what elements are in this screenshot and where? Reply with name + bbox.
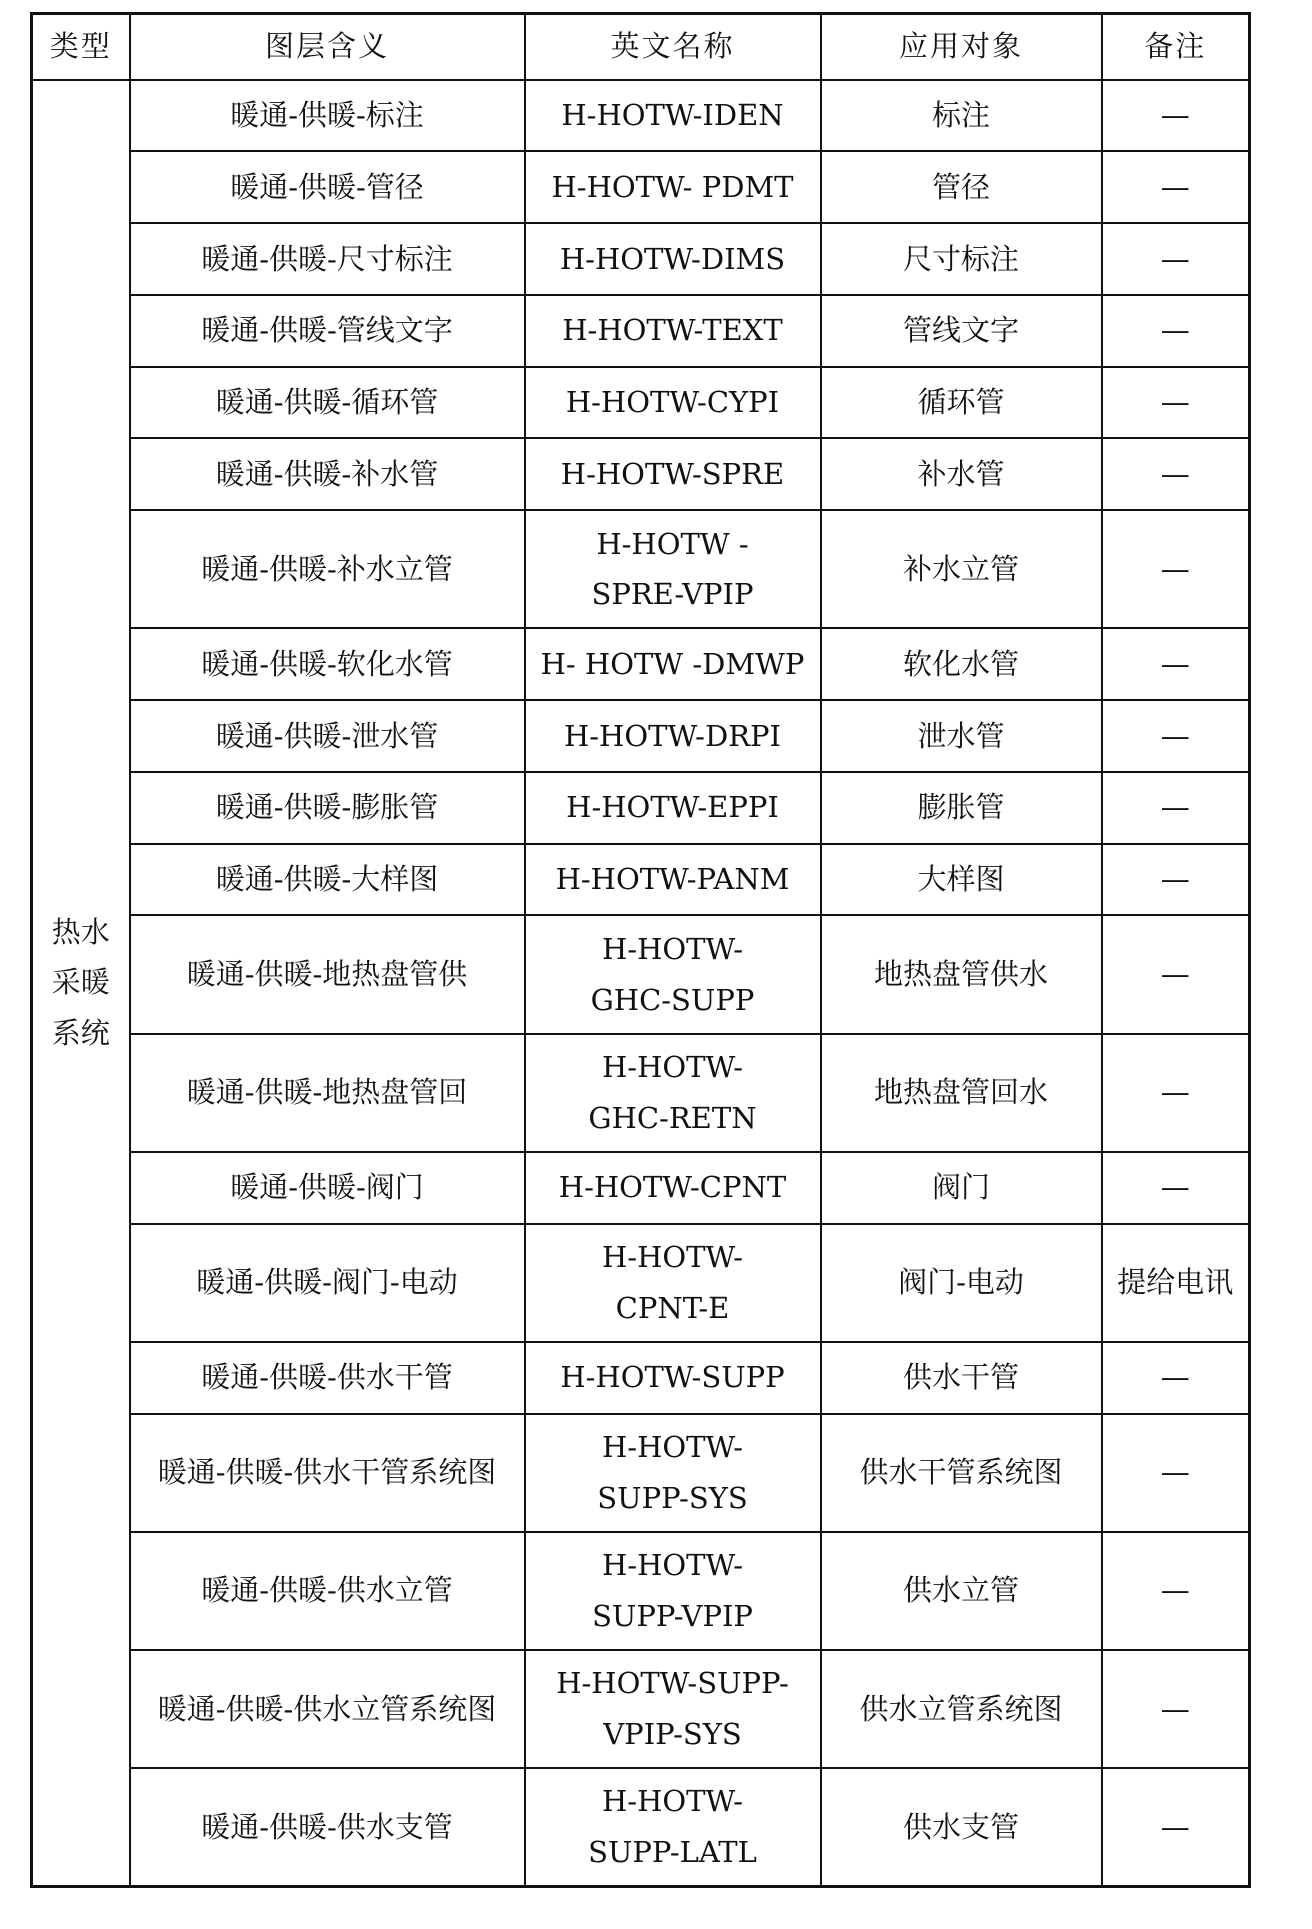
table-row [32,438,1250,510]
applied-object-cell: 供水立管 [821,1532,1102,1650]
layer-meaning-cell: 暖通-供暖-大样图 [130,844,525,916]
layer-meaning-cell: 暖通-供暖-管线文字 [130,295,525,367]
header-row [32,14,1250,80]
note-cell: — [1102,295,1250,367]
note-cell: — [1102,1152,1250,1224]
applied-object-cell: 尺寸标注 [821,223,1102,295]
header-meaning: 图层含义 [130,14,525,80]
header-note: 备注 [1102,14,1250,80]
table-row [32,1650,1250,1768]
applied-object-cell: 管线文字 [821,295,1102,367]
applied-object-cell: 标注 [821,80,1102,152]
english-name-cell [525,80,821,152]
applied-object-cell: 大样图 [821,844,1102,916]
english-name-cell [525,628,821,700]
applied-object-cell: 供水立管系统图 [821,1650,1102,1768]
layer-meaning-cell: 暖通-供暖-供水立管系统图 [130,1650,525,1768]
layer-meaning-cell: 暖通-供暖-补水立管 [130,510,525,628]
english-name-cell [525,438,821,510]
header-object: 应用对象 [821,14,1102,80]
layer-meaning-cell: 暖通-供暖-循环管 [130,367,525,439]
note-cell: — [1102,438,1250,510]
table-row [32,772,1250,844]
applied-object-cell: 管径 [821,151,1102,223]
english-name-line: H-HOTW-SUPP- [556,1666,789,1701]
table-row [32,510,1250,628]
english-name-cell [525,367,821,439]
english-name-line: SUPP-LATL [588,1835,757,1870]
english-name-line: H-HOTW-PANM [555,862,790,897]
applied-object-cell: 供水干管系统图 [821,1414,1102,1532]
applied-object-cell: 供水干管 [821,1342,1102,1414]
note-cell: — [1102,367,1250,439]
table-row [32,1532,1250,1650]
english-name-line: H-HOTW- [602,1239,743,1274]
english-name-line: SUPP-VPIP [592,1598,753,1633]
english-name-cell [525,1034,821,1152]
note-cell: — [1102,1650,1250,1768]
layer-meaning-cell: 暖通-供暖-供水支管 [130,1768,525,1886]
type-label-line: 系统 [51,1016,110,1051]
english-name-cell [525,510,821,628]
layer-meaning-cell: 暖通-供暖-地热盘管供 [130,915,525,1033]
layer-table-sheet [30,12,1248,1888]
layer-meaning-cell: 暖通-供暖-地热盘管回 [130,1034,525,1152]
type-cell [32,80,130,1887]
english-name-cell [525,1342,821,1414]
note-cell: — [1102,844,1250,916]
note-cell: — [1102,1414,1250,1532]
note-cell: — [1102,80,1250,152]
english-name-cell [525,151,821,223]
english-name-line: H-HOTW-SUPP [560,1360,785,1395]
table-row [32,1342,1250,1414]
english-name-cell [525,700,821,772]
english-name-line: H-HOTW- [602,1049,743,1084]
english-name-cell [525,1224,821,1342]
applied-object-cell: 膨胀管 [821,772,1102,844]
layer-meaning-cell: 暖通-供暖-泄水管 [130,700,525,772]
applied-object-cell: 阀门-电动 [821,1224,1102,1342]
layer-meaning-cell: 暖通-供暖-阀门 [130,1152,525,1224]
english-name-line: CPNT-E [615,1290,730,1325]
table-row [32,700,1250,772]
note-cell: — [1102,700,1250,772]
english-name-line: SPRE-VPIP [591,577,754,612]
note-cell: 提给电讯 [1102,1224,1250,1342]
english-name-line: H-HOTW- PDMT [551,169,794,204]
table-row [32,1768,1250,1886]
english-name-line: H-HOTW-CPNT [558,1170,787,1205]
layer-meaning-cell: 暖通-供暖-膨胀管 [130,772,525,844]
table-row [32,1224,1250,1342]
applied-object-cell: 阀门 [821,1152,1102,1224]
header-type: 类型 [32,14,130,80]
table-row [32,844,1250,916]
english-name-line: SUPP-SYS [597,1480,748,1515]
note-cell: — [1102,1532,1250,1650]
english-name-cell [525,223,821,295]
layer-meaning-cell: 暖通-供暖-软化水管 [130,628,525,700]
english-name-cell [525,772,821,844]
table-row [32,367,1250,439]
english-name-line: H-HOTW-EPPI [566,790,779,825]
layer-meaning-cell: 暖通-供暖-阀门-电动 [130,1224,525,1342]
english-name-line: H-HOTW-IDEN [561,98,784,133]
note-cell: — [1102,1768,1250,1886]
note-cell: — [1102,628,1250,700]
layer-meaning-cell: 暖通-供暖-供水干管系统图 [130,1414,525,1532]
table-row [32,151,1250,223]
english-name-line: VPIP-SYS [603,1716,742,1751]
english-name-cell [525,1532,821,1650]
english-name-cell [525,295,821,367]
english-name-cell [525,1650,821,1768]
applied-object-cell: 供水支管 [821,1768,1102,1886]
note-cell: — [1102,1342,1250,1414]
applied-object-cell: 泄水管 [821,700,1102,772]
applied-object-cell: 地热盘管回水 [821,1034,1102,1152]
table-row [32,80,1250,152]
note-cell: — [1102,151,1250,223]
layer-meaning-cell: 暖通-供暖-供水立管 [130,1532,525,1650]
table-row [32,1034,1250,1152]
table-row [32,628,1250,700]
layer-meaning-cell: 暖通-供暖-供水干管 [130,1342,525,1414]
table-body [32,80,1250,1887]
english-name-line: H-HOTW-CYPI [565,385,780,420]
english-name-line: H-HOTW-TEXT [562,313,783,348]
layer-meaning-cell: 暖通-供暖-补水管 [130,438,525,510]
english-name-line: H-HOTW - [596,526,749,561]
note-cell: — [1102,1034,1250,1152]
english-name-line: H-HOTW-DIMS [559,241,786,276]
header-english-name: 英文名称 [525,14,821,80]
type-label-line: 热水 [51,914,110,949]
english-name-cell [525,844,821,916]
applied-object-cell: 补水立管 [821,510,1102,628]
note-cell: — [1102,772,1250,844]
applied-object-cell: 补水管 [821,438,1102,510]
english-name-cell [525,1768,821,1886]
table-row [32,1414,1250,1532]
english-name-line: GHC-SUPP [590,982,755,1017]
note-cell: — [1102,915,1250,1033]
applied-object-cell: 循环管 [821,367,1102,439]
layer-table [30,12,1251,1888]
layer-meaning-cell: 暖通-供暖-尺寸标注 [130,223,525,295]
applied-object-cell: 地热盘管供水 [821,915,1102,1033]
note-cell: — [1102,510,1250,628]
english-name-line: H-HOTW-DRPI [563,718,782,753]
note-cell: — [1102,223,1250,295]
english-name-line: H-HOTW-SPRE [560,456,785,491]
table-row [32,1152,1250,1224]
applied-object-cell: 软化水管 [821,628,1102,700]
english-name-line: H-HOTW- [602,931,743,966]
table-row [32,295,1250,367]
english-name-cell [525,1152,821,1224]
english-name-line: H- HOTW -DMWP [540,646,805,681]
layer-meaning-cell: 暖通-供暖-管径 [130,151,525,223]
english-name-cell [525,1414,821,1532]
english-name-line: GHC-RETN [588,1100,757,1135]
layer-meaning-cell: 暖通-供暖-标注 [130,80,525,152]
english-name-cell [525,915,821,1033]
english-name-line: H-HOTW- [602,1548,743,1583]
table-row [32,223,1250,295]
english-name-line: H-HOTW- [602,1429,743,1464]
type-label-line: 采暖 [51,965,110,1000]
english-name-line: H-HOTW- [602,1784,743,1819]
table-row [32,915,1250,1033]
